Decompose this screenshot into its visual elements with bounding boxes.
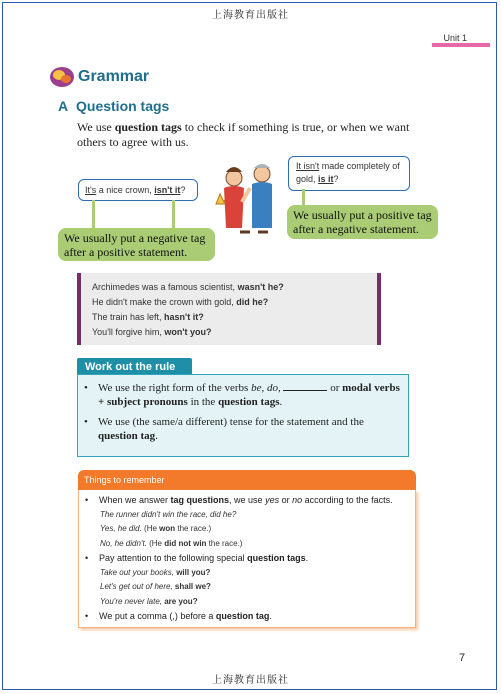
remember-point: • We put a comma (,) before a question tag. [85, 611, 272, 621]
publisher-header: 上海教育出版社 [212, 10, 289, 21]
remember-example: Let's get out of here, shall we? [100, 582, 211, 591]
note-connector [302, 189, 305, 206]
remember-point: • Pay attention to the following special question tags. [85, 553, 309, 563]
work-out-box [77, 374, 409, 457]
intro-text: We use question tags to check if something is true, or when we want others to agree with us. [77, 120, 410, 149]
section-letter: A [58, 98, 69, 114]
example-sentence: He didn't make the crown with gold, did he? [92, 297, 269, 307]
section-title: Question tags [76, 98, 170, 114]
example-sentence: Archimedes was a famous scientist, wasn't he? [92, 282, 284, 292]
publisher-footer: 上海教育出版社 [212, 675, 289, 686]
example-sentence: You'll forgive him, won't you? [92, 327, 212, 337]
grammar-title: Grammar [78, 68, 150, 85]
note-positive-tag: We usually put a positive tag after a negative statement. [287, 205, 438, 239]
note-connector [92, 200, 95, 229]
note-connector [172, 200, 175, 229]
remember-example: Take out your books, will you? [100, 567, 211, 577]
work-out-label: Work out the rule [77, 358, 192, 375]
example-sentence: The train has left, hasn't it? [92, 312, 204, 322]
illustration-two-men [210, 158, 282, 242]
fill-in-blank[interactable] [283, 381, 327, 391]
unit-bar [432, 43, 490, 47]
unit-label: Unit 1 [443, 33, 467, 43]
remember-example: No, he didn't. (He did not win the race.) [100, 538, 243, 548]
page-number: 7 [459, 652, 466, 664]
rule-item: • We use (the same/a different) tense for the statement and the question tag. [84, 416, 364, 442]
remember-point: • When we answer tag questions, we use yes or no according to the facts. [85, 495, 393, 505]
bullet-icon: • [84, 416, 88, 428]
speech-bubble-left: It's a nice crown, isn't it? [78, 179, 198, 201]
grammar-icon [49, 66, 75, 88]
speech-bubble-right: It isn't made completely of gold, is it? [288, 156, 410, 191]
bullet-icon: • [84, 382, 88, 394]
rule-item: • We use the right form of the verbs be, do, or modal verbs + subject pronouns in the question tags. [84, 382, 400, 408]
note-negative-tag: We usually put a negative tag after a positive statement. [58, 228, 215, 261]
things-to-remember-label: Things to remember [78, 470, 416, 490]
remember-example: You're never late, are you? [100, 596, 198, 606]
examples-box [77, 273, 381, 345]
remember-example: Yes, he did. (He won the race.) [100, 524, 212, 533]
remember-example: The runner didn't win the race, did he? [100, 509, 237, 519]
things-to-remember-box [78, 490, 416, 628]
